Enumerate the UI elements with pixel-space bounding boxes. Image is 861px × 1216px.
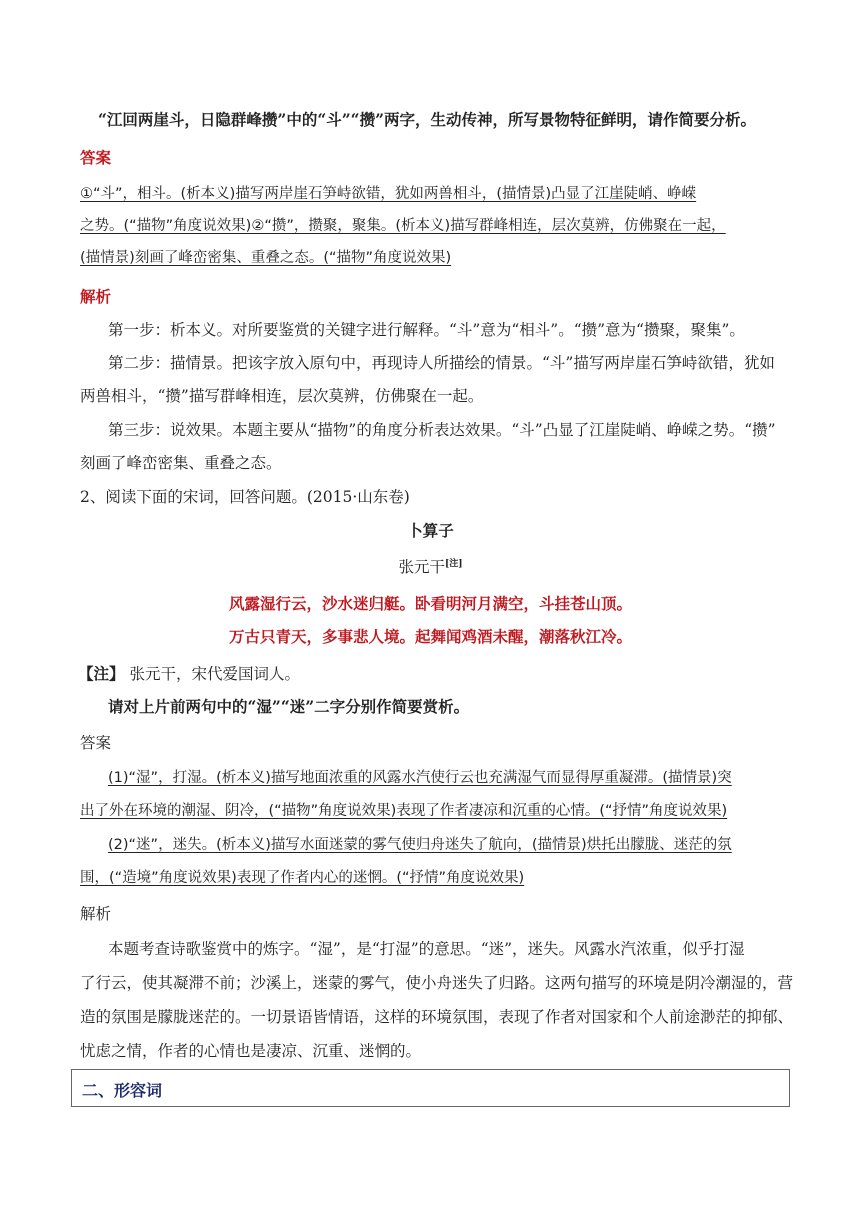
poem-title: 卜算子 <box>407 521 454 540</box>
q1-analysis-label: 解析 <box>80 287 112 306</box>
q1-answer-label: 答案 <box>80 148 112 167</box>
q1-analysis-line-2: 第二步：描情景。把该字放入原句中，再现诗人所描绘的情景。“斗”描写两岸崖石笋峙欲错，犹如 <box>108 354 775 372</box>
q2-analysis-line-4: 忧虑之情，作者的心情也是凄凉、沉重、迷惘的。 <box>80 1042 422 1060</box>
q2-answer-line-4: 围，(“造境”角度说效果)表现了作者内心的迷惘。(“抒情”角度说效果) <box>80 870 525 886</box>
q1-answer-line-1: ①“斗”，相斗。(析本义)描写两岸崖石笋峙欲错，犹如两兽相斗，(描情景)凸显了江崖陡峭、峥嵘 <box>80 186 697 202</box>
section-header-box <box>71 1069 790 1107</box>
q2-answer-line-2: 出了外在环境的潮湿、阴冷，(“描物”角度说效果)表现了作者凄凉和沉重的心情。(“抒情”角度说效果) <box>80 803 728 819</box>
poem-note-text: 张元干，宋代爱国词人。 <box>129 665 300 683</box>
q2-analysis-label: 解析 <box>80 905 112 923</box>
q2-analysis-line-3: 造的氛围是朦胧迷茫的。一切景语皆情语，这样的环境氛围，表现了作者对国家和个人前途渺茫的抑郁、 <box>80 1008 794 1026</box>
poem-author-note-mark: [注] <box>444 559 463 569</box>
q2-answer-line-1: (1)“湿”，打湿。(析本义)描写地面浓重的风露水汽使行云也充满湿气而显得厚重凝滞。(描情景)突 <box>108 770 732 786</box>
poem-author: 张元干 <box>398 558 445 577</box>
q2-analysis-line-2: 了行云，使其凝滞不前；沙溪上，迷蒙的雾气，使小舟迷失了归路。这两句描写的环境是阴冷潮湿的，营 <box>80 974 794 992</box>
q1-answer-line-2: 之势。(“描物”角度说效果)②“攒”，攒聚，聚集。(析本义)描写群峰相连，层次莫辨，仿佛聚在一起， <box>80 218 726 234</box>
q1-answer-line-3: (描情景)刻画了峰峦密集、重叠之态。(“描物”角度说效果) <box>80 250 452 266</box>
q2-answer-label: 答案 <box>80 734 112 752</box>
section-title: 二、形容词 <box>82 1081 163 1100</box>
q2-analysis-line-1: 本题考查诗歌鉴赏中的炼字。“湿”，是“打湿”的意思。“迷”，迷失。风露水汽浓重，似乎打湿 <box>108 940 745 958</box>
q2-intro: 2、阅读下面的宋词，回答问题。(2015·山东卷) <box>80 488 410 506</box>
poem-note <box>78 663 300 685</box>
poem-line-1: 风露湿行云，沙水迷归艇。卧看明河月满空，斗挂苍山顶。 <box>228 594 632 613</box>
q1-analysis-line-1: 第一步：析本义。对所要鉴赏的关键字进行解释。“斗”意为“相斗”。“攒”意为“攒聚，聚集”。 <box>108 321 745 339</box>
q2-answer-line-3: (2)“迷”，迷失。(析本义)描写水面迷蒙的雾气使归舟迷失了航向，(描情景)烘托出朦胧、迷茫的氛 <box>108 837 732 853</box>
q1-analysis-line-3: 两兽相斗，“攒”描写群峰相连，层次莫辨，仿佛聚在一起。 <box>80 387 484 405</box>
poem-line-2: 万古只青天，多事悲人境。起舞闻鸡酒未醒，潮落秋江冷。 <box>228 627 632 646</box>
q1-analysis-line-4: 第三步：说效果。本题主要从“描物”的角度分析表达效果。“斗”凸显了江崖陡峭、峥嵘之势。“攒” <box>108 421 776 439</box>
poem-note-label: 【注】 <box>78 664 125 683</box>
q1-analysis-line-5: 刻画了峰峦密集、重叠之态。 <box>80 454 282 472</box>
q2-question: 请对上片前两句中的“湿”“迷”二字分别作简要赏析。 <box>108 697 470 716</box>
q1-question: “江回两崖斗，日隐群峰攒”中的“斗”“攒”两字，生动传神，所写景物特征鲜明，请作简要分析。 <box>98 110 756 129</box>
poem-author-line <box>0 553 861 578</box>
